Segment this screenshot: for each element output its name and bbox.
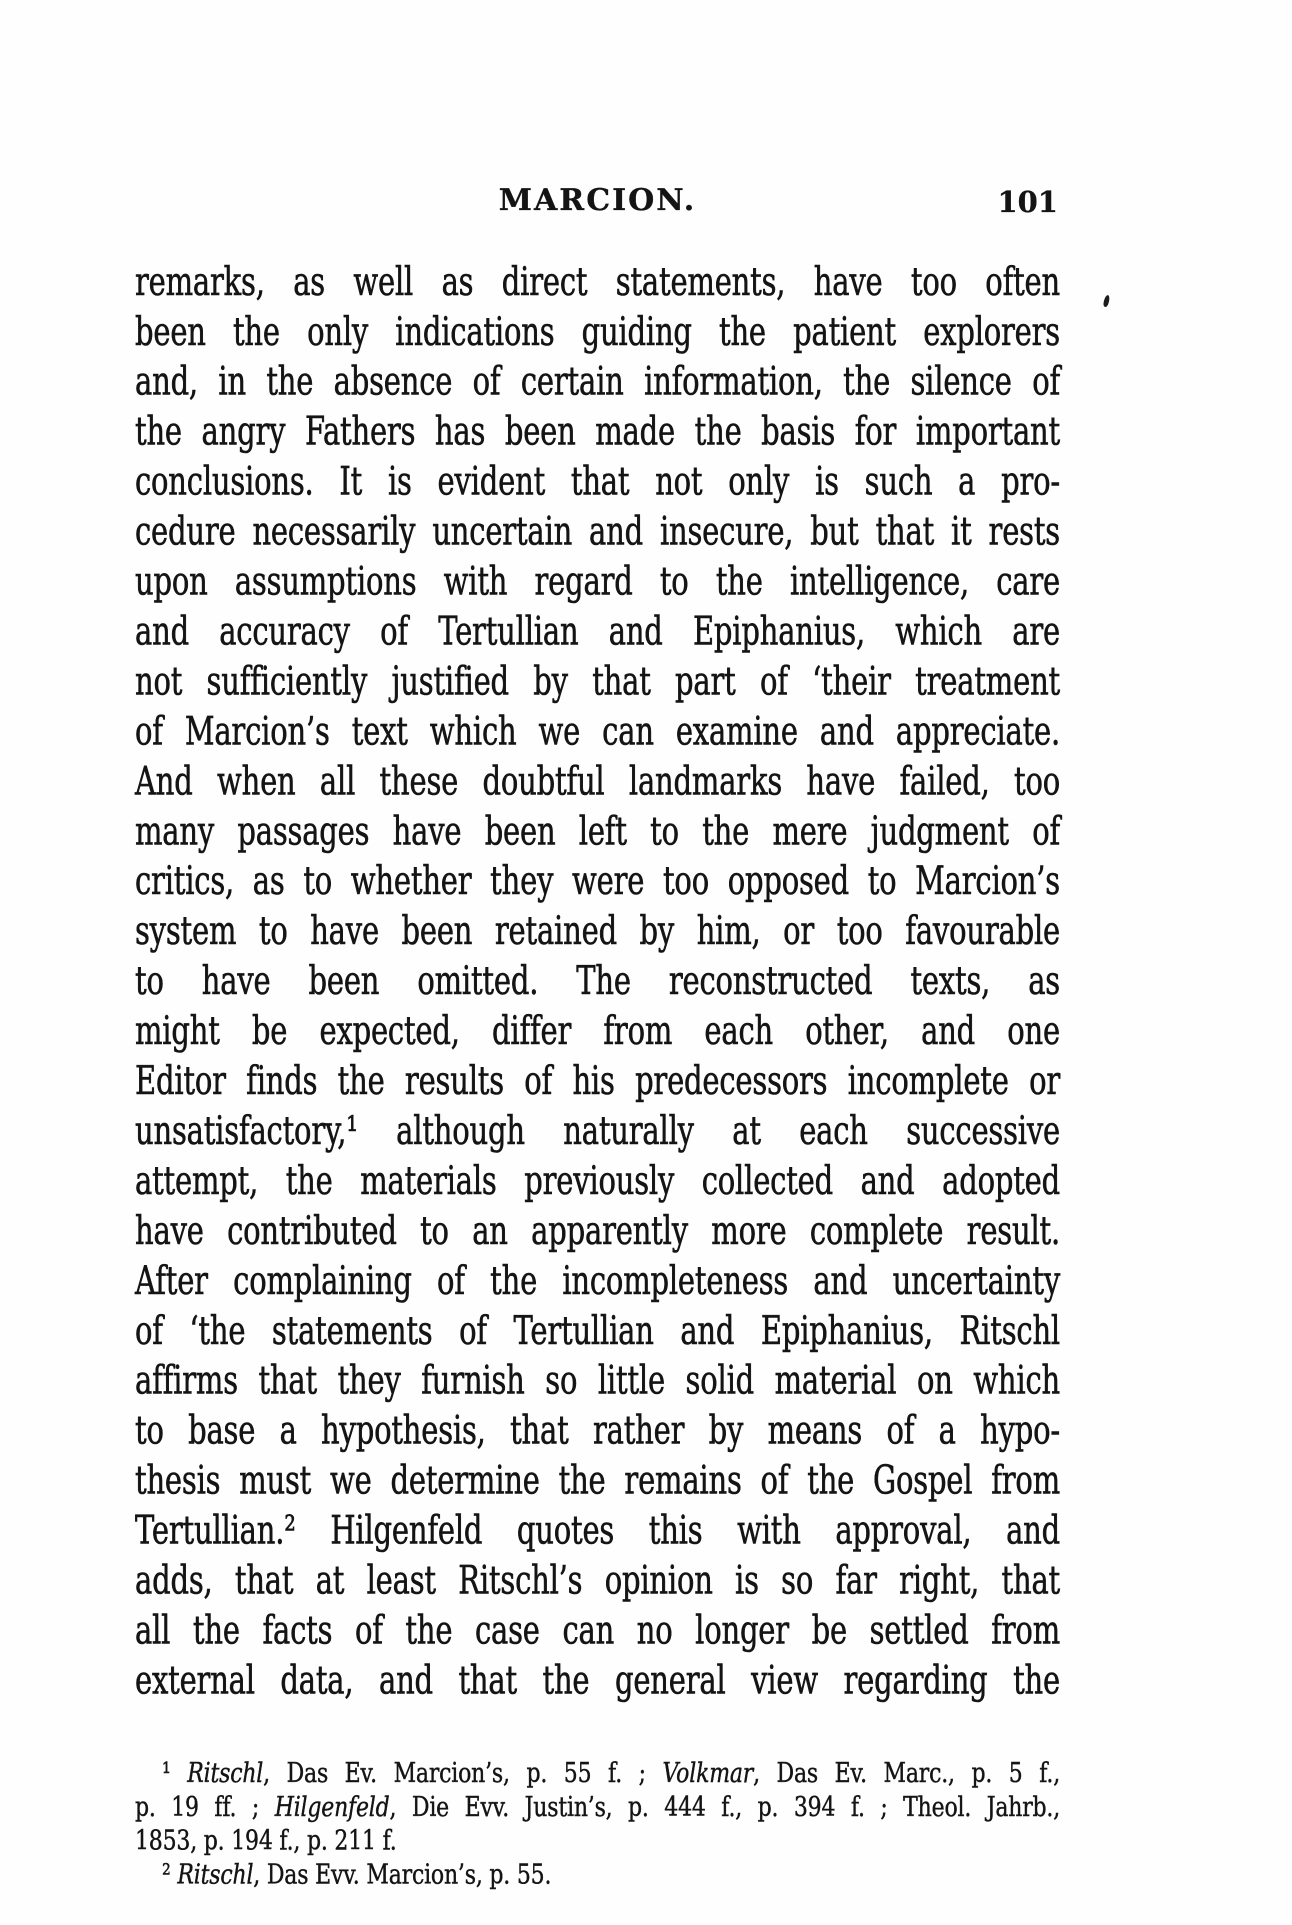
text-line: And when all these doubtful landmarks have failed, too — [135, 757, 1060, 804]
footnote-line — [135, 1858, 1060, 1892]
text-line: affirms that they furnish so little solid material on which — [135, 1357, 1060, 1404]
footnote-author: Ritschl — [187, 1758, 264, 1790]
footnote-text: , Das Ev. Marc., p. 5 f., — [753, 1758, 1060, 1790]
footnote-author: Ritschl — [177, 1859, 254, 1891]
footnote-author: Volkmar — [662, 1758, 754, 1790]
footnote-text: , Das Ev. Marcion’s, p. 55 f. ; — [263, 1758, 663, 1790]
text-line: have contributed to an apparently more complete result. — [135, 1207, 1060, 1254]
footnote-line — [135, 1757, 1060, 1791]
text-line: thesis must we determine the remains of the Gospel from — [135, 1457, 1060, 1504]
text-line: external data, and that the general view regarding the — [135, 1656, 1060, 1703]
footnote-text: 1853, p. 194 f., p. 211 f. — [135, 1825, 397, 1857]
page-header — [135, 184, 1060, 220]
footnote-text: ² — [162, 1859, 178, 1891]
footnotes — [135, 1757, 1060, 1892]
text-line: system to have been retained by him, or too favourable — [135, 907, 1060, 954]
footnote-text: , Die Evv. Justin’s, p. 444 f., p. 394 f. ; Theol. Jahrb., — [389, 1792, 1060, 1824]
text-line: and accuracy of Tertullian and Epiphanius, which are — [135, 608, 1060, 654]
footnote-line — [135, 1825, 1060, 1859]
footnote-line — [135, 1791, 1060, 1825]
footnote-text: p. 19 ff. ; — [135, 1792, 275, 1824]
page-number: 101 — [997, 185, 1058, 219]
footnote-author: Hilgenfeld — [274, 1792, 390, 1824]
text-line: many passages have been left to the mere judgment of — [135, 807, 1060, 854]
text-line: conclusions. It is evident that not only is such a pro- — [135, 458, 1060, 505]
text-line: Editor finds the results of his predecessors incomplete or — [135, 1057, 1060, 1104]
text-line: to base a hypothesis, that rather by means of a hypo- — [135, 1407, 1060, 1454]
text-line: Tertullian.² Hilgenfeld quotes this with approval, and — [135, 1507, 1060, 1553]
text-line: of Marcion’s text which we can examine and appreciate. — [135, 707, 1060, 754]
text-line: cedure necessarily uncertain and insecure, but that it rests — [135, 508, 1060, 554]
text-line: After complaining of the incompleteness and uncertainty — [135, 1257, 1060, 1304]
text-line: upon assumptions with regard to the intelligence, care — [135, 558, 1060, 604]
text-line: unsatisfactory,¹ although naturally at each successive — [135, 1107, 1060, 1154]
footnote-text: , Das Evv. Marcion’s, p. 55. — [253, 1859, 552, 1891]
ink-speck-artifact — [1103, 295, 1111, 308]
text-line: critics, as to whether they were too opposed to Marcion’s — [135, 857, 1060, 904]
text-line: of ‘the statements of Tertullian and Epiphanius, Ritschl — [135, 1307, 1060, 1354]
text-line: remarks, as well as direct statements, have too often — [135, 258, 1060, 305]
text-line: to have been omitted. The reconstructed texts, as — [135, 957, 1060, 1004]
text-line: attempt, the materials previously collected and adopted — [135, 1157, 1060, 1204]
running-title: MARCION. — [498, 183, 697, 218]
text-line: adds, that at least Ritschl’s opinion is so far right, that — [135, 1557, 1060, 1603]
text-line: and, in the absence of certain information, the silence of — [135, 358, 1060, 405]
footnote-text: ¹ — [162, 1758, 188, 1790]
text-line: the angry Fathers has been made the basis for important — [135, 408, 1060, 455]
text-line: all the facts of the case can no longer be settled from — [135, 1607, 1060, 1653]
text-line: might be expected, differ from each other, and one — [135, 1007, 1060, 1054]
text-line: been the only indications guiding the patient explorers — [135, 308, 1060, 355]
text-line: not sufficiently justified by that part of ‘their treatment — [135, 657, 1060, 704]
body-text — [135, 257, 1060, 1706]
